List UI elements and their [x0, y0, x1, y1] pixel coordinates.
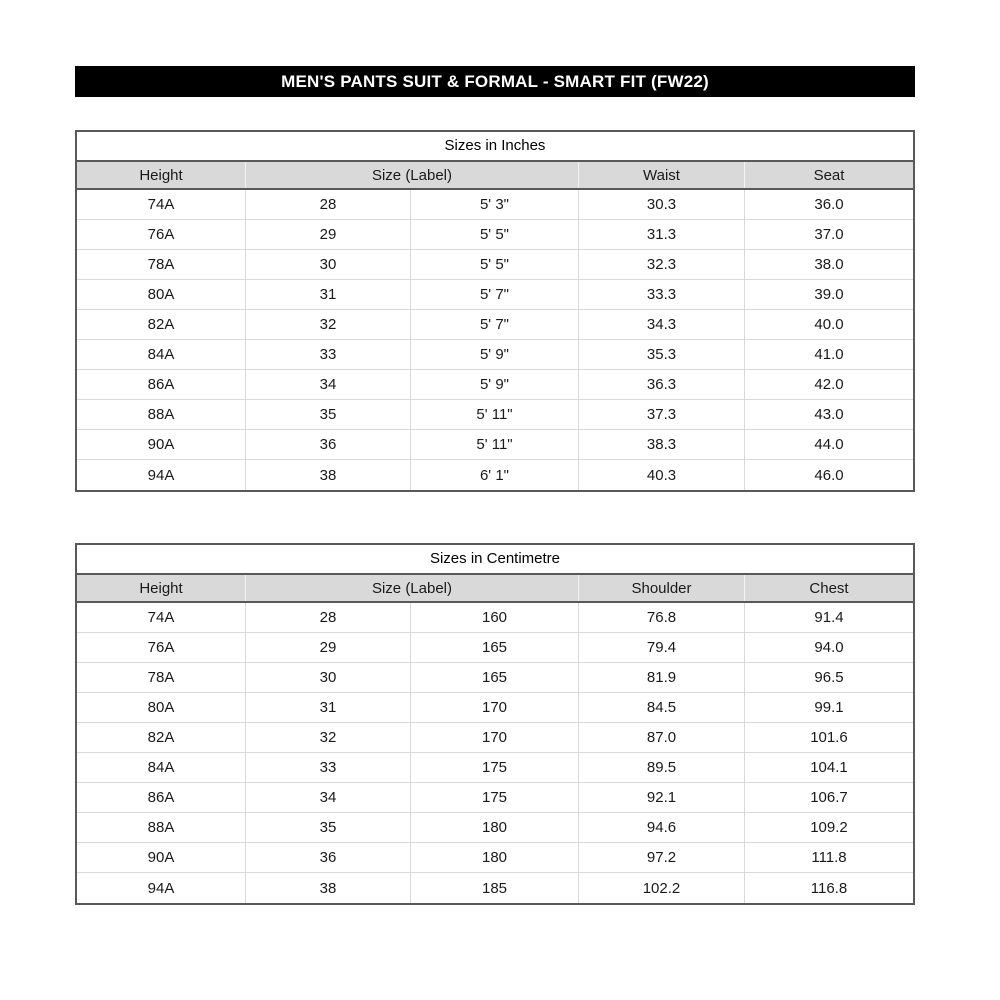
table-cell: 78A	[77, 663, 246, 692]
table-cell: 5' 9"	[411, 370, 579, 399]
table-cell: 82A	[77, 310, 246, 339]
table-cell: 32	[246, 310, 411, 339]
table-cell: 31	[246, 280, 411, 309]
table-cell: 32.3	[579, 250, 745, 279]
table-cell: 94.0	[814, 639, 844, 656]
table-cell: 34	[246, 370, 411, 399]
table-cell: 33.3	[579, 280, 745, 309]
column-header-size-label: Size (Label)	[246, 162, 579, 188]
table-cell: 185	[411, 873, 579, 903]
table-cell: 36	[246, 843, 411, 872]
table-cell: 84A	[77, 340, 246, 369]
table-cell: 44.0	[814, 436, 844, 453]
table-row	[77, 400, 913, 430]
table-cell: 92.1	[579, 783, 745, 812]
table-cell: 180	[411, 843, 579, 872]
table-cell: 5' 5"	[411, 250, 579, 279]
table-sizes-inches	[75, 130, 915, 492]
table-row	[77, 723, 913, 753]
table-row	[77, 280, 913, 310]
table-cell: 29	[246, 220, 411, 249]
table-cell: 81.9	[579, 663, 745, 692]
table-row	[77, 873, 913, 903]
column-header-height: Height	[77, 575, 246, 601]
table-cell: 79.4	[579, 633, 745, 662]
table-cell: 35	[246, 400, 411, 429]
table-cell: 94.6	[579, 813, 745, 842]
table-cell: 36.0	[814, 196, 844, 213]
table-row	[77, 813, 913, 843]
table-cell: 106.7	[810, 789, 848, 806]
table-cell: 38.0	[814, 256, 844, 273]
table-body-centimetre	[77, 603, 913, 903]
table-cell: 90A	[77, 843, 246, 872]
table-cell: 88A	[77, 400, 246, 429]
table-cell: 165	[411, 633, 579, 662]
table-cell: 5' 7"	[411, 280, 579, 309]
column-header-size-label: Size (Label)	[246, 575, 579, 601]
table-cell: 87.0	[579, 723, 745, 752]
table-cell: 91.4	[814, 609, 844, 626]
table-cell: 5' 7"	[411, 310, 579, 339]
table-title-inches: Sizes in Inches	[77, 132, 913, 160]
table-row	[77, 603, 913, 633]
table-cell: 40.3	[579, 460, 745, 490]
table-cell: 104.1	[810, 759, 848, 776]
table-cell: 90A	[77, 430, 246, 459]
table-sizes-centimetre	[75, 543, 915, 905]
table-title-centimetre: Sizes in Centimetre	[77, 545, 913, 573]
table-cell: 41.0	[814, 346, 844, 363]
table-cell: 36.3	[579, 370, 745, 399]
column-header-waist: Waist	[579, 162, 745, 188]
column-header-seat: Seat	[813, 166, 845, 184]
table-cell: 88A	[77, 813, 246, 842]
table-cell: 32	[246, 723, 411, 752]
table-cell: 160	[411, 603, 579, 632]
table-cell: 43.0	[814, 406, 844, 423]
table-cell: 31	[246, 693, 411, 722]
table-cell: 170	[411, 723, 579, 752]
table-cell: 80A	[77, 693, 246, 722]
table-cell: 99.1	[814, 699, 844, 716]
table-cell: 30.3	[579, 190, 745, 219]
table-cell: 35	[246, 813, 411, 842]
table-row	[77, 220, 913, 250]
table-cell: 76.8	[579, 603, 745, 632]
table-row	[77, 753, 913, 783]
table-cell: 6' 1"	[411, 460, 579, 490]
table-cell: 84.5	[579, 693, 745, 722]
table-cell: 5' 5"	[411, 220, 579, 249]
table-cell: 28	[246, 190, 411, 219]
table-cell: 38	[246, 460, 411, 490]
table-row	[77, 460, 913, 490]
column-header-height: Height	[77, 162, 246, 188]
column-header-shoulder: Shoulder	[579, 575, 745, 601]
table-cell: 38	[246, 873, 411, 903]
table-cell: 38.3	[579, 430, 745, 459]
table-cell: 80A	[77, 280, 246, 309]
table-row	[77, 340, 913, 370]
table-cell: 37.0	[814, 226, 844, 243]
table-cell: 111.8	[811, 849, 847, 866]
table-cell: 46.0	[814, 466, 844, 484]
table-cell: 180	[411, 813, 579, 842]
table-cell: 175	[411, 753, 579, 782]
table-cell: 5' 11"	[411, 430, 579, 459]
table-cell: 33	[246, 340, 411, 369]
page-title: MEN'S PANTS SUIT & FORMAL - SMART FIT (FW22)	[75, 66, 915, 97]
table-cell: 34.3	[579, 310, 745, 339]
table-row	[77, 693, 913, 723]
table-cell: 28	[246, 603, 411, 632]
table-row	[77, 843, 913, 873]
table-cell: 30	[246, 663, 411, 692]
table-cell: 94A	[77, 460, 246, 490]
table-cell: 165	[411, 663, 579, 692]
table-row	[77, 190, 913, 220]
table-cell: 82A	[77, 723, 246, 752]
table-cell: 40.0	[814, 316, 844, 333]
table-cell: 109.2	[810, 819, 848, 836]
table-cell: 33	[246, 753, 411, 782]
table-cell: 5' 3"	[411, 190, 579, 219]
table-cell: 29	[246, 633, 411, 662]
table-cell: 31.3	[579, 220, 745, 249]
table-header-row	[77, 160, 913, 190]
table-cell: 78A	[77, 250, 246, 279]
table-cell: 94A	[77, 873, 246, 903]
table-cell: 30	[246, 250, 411, 279]
table-cell: 175	[411, 783, 579, 812]
table-cell: 86A	[77, 370, 246, 399]
table-cell: 116.8	[810, 879, 848, 897]
table-cell: 86A	[77, 783, 246, 812]
table-row	[77, 250, 913, 280]
table-row	[77, 633, 913, 663]
table-cell: 89.5	[579, 753, 745, 782]
table-cell: 76A	[77, 633, 246, 662]
table-cell: 84A	[77, 753, 246, 782]
table-row	[77, 370, 913, 400]
table-header-row	[77, 573, 913, 603]
table-cell: 5' 9"	[411, 340, 579, 369]
table-row	[77, 430, 913, 460]
table-cell: 97.2	[579, 843, 745, 872]
table-row	[77, 310, 913, 340]
table-cell: 170	[411, 693, 579, 722]
table-cell: 34	[246, 783, 411, 812]
table-cell: 101.6	[810, 729, 848, 746]
table-cell: 76A	[77, 220, 246, 249]
table-cell: 36	[246, 430, 411, 459]
table-cell: 35.3	[579, 340, 745, 369]
table-cell: 5' 11"	[411, 400, 579, 429]
table-cell: 96.5	[814, 669, 844, 686]
table-body-inches	[77, 190, 913, 490]
table-cell: 74A	[77, 190, 246, 219]
table-cell: 102.2	[579, 873, 745, 903]
table-cell: 39.0	[814, 286, 844, 303]
table-row	[77, 663, 913, 693]
table-cell: 42.0	[814, 376, 844, 393]
table-cell: 74A	[77, 603, 246, 632]
table-cell: 37.3	[579, 400, 745, 429]
table-row	[77, 783, 913, 813]
column-header-chest: Chest	[809, 579, 849, 597]
